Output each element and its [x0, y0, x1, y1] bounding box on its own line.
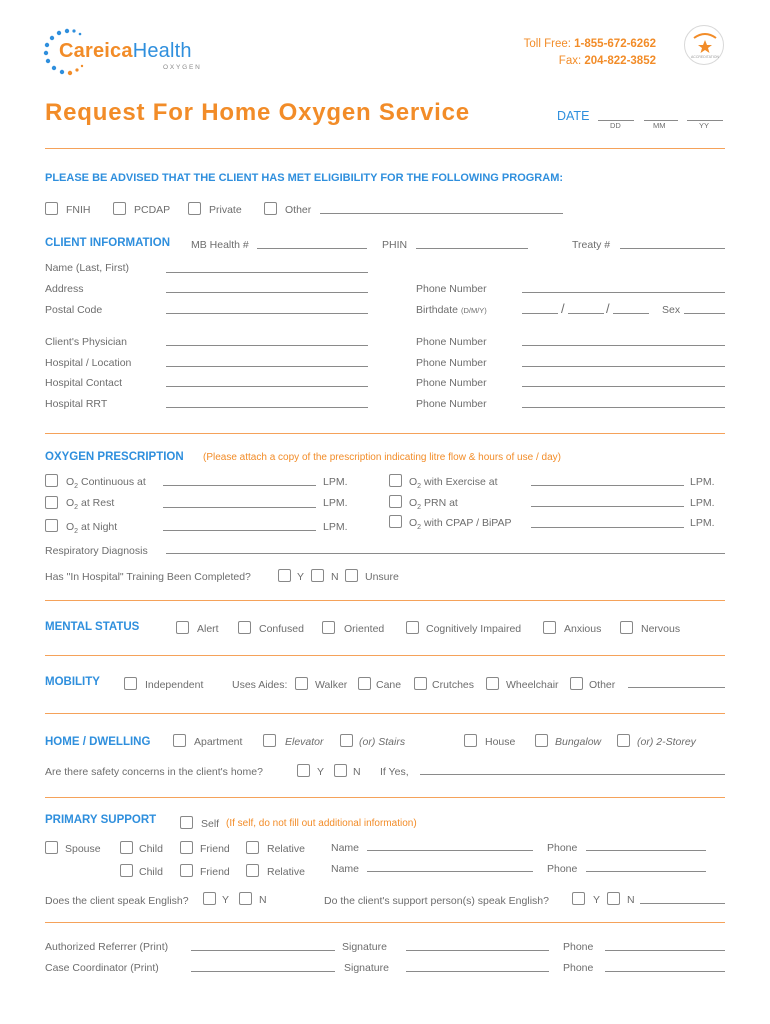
toll-free-number: 1-855-672-6262 — [574, 38, 656, 50]
address-field[interactable] — [166, 292, 368, 293]
o2-continuous-label: $O_2$ Continuous at — [66, 476, 146, 491]
support-spouse-checkbox[interactable] — [45, 841, 58, 854]
hospital-rrt-phone-field[interactable] — [522, 407, 725, 408]
divider — [45, 797, 725, 798]
client-info-heading: CLIENT INFORMATION — [45, 237, 170, 249]
coordinator-label: Case Coordinator (Print) — [45, 962, 159, 974]
lpm-label: LPM. — [323, 476, 348, 488]
mobility-independent-checkbox[interactable] — [124, 677, 137, 690]
support-friend-label: Friend — [200, 866, 230, 878]
divider — [45, 922, 725, 923]
divider — [45, 713, 725, 714]
client-english-no-label: N — [259, 894, 267, 906]
if-yes-label: If Yes, — [380, 766, 409, 778]
treaty-label: Treaty # — [572, 239, 611, 251]
support-english-yes-checkbox[interactable] — [572, 892, 585, 905]
support-child-checkbox[interactable] — [120, 841, 133, 854]
mobility-walker-label: Walker — [315, 679, 348, 691]
client-english-yes-label: Y — [222, 894, 230, 906]
support-phone-field[interactable] — [586, 850, 706, 851]
support-english-field[interactable] — [640, 903, 725, 904]
accreditation-badge: ACCREDITATION — [684, 25, 724, 65]
hospital-rrt-field[interactable] — [166, 407, 368, 408]
phin-label: PHIN — [382, 239, 408, 251]
home-stairs-checkbox[interactable] — [340, 734, 353, 747]
safety-label: Are there safety concerns in the client's home? — [45, 766, 263, 778]
page-title: Request For Home Oxygen Service — [45, 99, 470, 126]
support-phone-2-field[interactable] — [586, 871, 706, 872]
postal-code-field[interactable] — [166, 313, 368, 314]
o2-prn-checkbox[interactable] — [389, 495, 402, 508]
training-no-checkbox[interactable] — [311, 569, 324, 582]
address-label: Address — [45, 283, 84, 295]
hospital-contact-field[interactable] — [166, 386, 368, 387]
home-apartment-checkbox[interactable] — [173, 734, 186, 747]
support-self-checkbox[interactable] — [180, 816, 193, 829]
coordinator-signature-field[interactable] — [406, 971, 549, 972]
support-name-label: Name — [331, 842, 360, 854]
mobility-crutches-label: Crutches — [432, 679, 475, 691]
safety-no-checkbox[interactable] — [334, 764, 347, 777]
training-yes-checkbox[interactable] — [278, 569, 291, 582]
referrer-field[interactable] — [191, 950, 335, 951]
oxygen-note: (Please attach a copy of the prescription indicating litre flow & hours of use / day) — [203, 452, 561, 463]
referrer-signature-field[interactable] — [406, 950, 549, 951]
client-english-label: Does the client speak English? — [45, 895, 189, 907]
support-name-label: Name — [331, 863, 360, 875]
training-yes-label: Y — [297, 571, 305, 583]
sex-field[interactable] — [684, 313, 725, 314]
name-label: Name (Last, First) — [45, 262, 130, 274]
logo-brand: Careica — [59, 40, 133, 62]
support-child-label: Child — [139, 843, 163, 855]
physician-phone-label: Phone Number — [416, 336, 487, 348]
logo-wordmark — [59, 40, 192, 63]
lpm-label: LPM. — [690, 497, 715, 509]
date-dd-label: DD — [610, 121, 621, 130]
support-relative-label: Relative — [267, 866, 305, 878]
hospital-contact-phone-label: Phone Number — [416, 377, 487, 389]
coordinator-signature-label: Signature — [344, 962, 389, 974]
hospital-contact-label: Hospital Contact — [45, 377, 123, 389]
mobility-other-checkbox[interactable] — [570, 677, 583, 690]
support-english-no-label: N — [627, 894, 635, 906]
support-name-field[interactable] — [367, 850, 533, 851]
date-mm-label: MM — [653, 121, 666, 130]
support-relative-2-checkbox[interactable] — [246, 864, 259, 877]
referrer-label: Authorized Referrer (Print) — [45, 941, 169, 953]
home-two-storey-label: (or) 2-Storey — [637, 736, 696, 748]
o2-exercise-field[interactable] — [531, 485, 684, 486]
o2-exercise-checkbox[interactable] — [389, 474, 402, 487]
support-english-yes-label: Y — [593, 894, 601, 906]
hospital-location-field[interactable] — [166, 366, 368, 367]
program-private-checkbox[interactable] — [188, 202, 201, 215]
client-english-no-checkbox[interactable] — [239, 892, 252, 905]
safety-details-field[interactable] — [420, 774, 725, 775]
phin-field[interactable] — [416, 248, 528, 249]
mental-cognitive-label: Cognitively Impaired — [426, 623, 522, 635]
o2-cpap-checkbox[interactable] — [389, 515, 402, 528]
mental-alert-label: Alert — [197, 623, 219, 635]
birthdate-label: Birthdate (D/M/Y) — [416, 304, 487, 316]
mental-oriented-checkbox[interactable] — [322, 621, 335, 634]
mobility-other-label: Other — [589, 679, 616, 691]
toll-free: Toll Free: 1-855-672-6262 — [523, 38, 656, 50]
divider — [45, 148, 725, 149]
o2-cpap-label: $O_2$ with CPAP / BiPAP — [409, 517, 512, 532]
support-friend-checkbox[interactable] — [180, 841, 193, 854]
mental-confused-checkbox[interactable] — [238, 621, 251, 634]
support-english-no-checkbox[interactable] — [607, 892, 620, 905]
star-icon — [685, 26, 725, 66]
logo-sub: OXYGEN — [163, 64, 202, 71]
program-other-field[interactable] — [320, 213, 563, 214]
support-friend-2-checkbox[interactable] — [180, 864, 193, 877]
support-self-label: Self — [201, 818, 220, 830]
program-other-label: Other — [285, 204, 312, 216]
hospital-rrt-phone-label: Phone Number — [416, 398, 487, 410]
support-name-2-field[interactable] — [367, 871, 533, 872]
mobility-cane-checkbox[interactable] — [358, 677, 371, 690]
mental-status-heading: MENTAL STATUS — [45, 621, 140, 633]
hospital-rrt-label: Hospital RRT — [45, 398, 108, 410]
o2-night-checkbox[interactable] — [45, 519, 58, 532]
o2-prn-label: $O_2$ PRN at — [409, 497, 458, 512]
client-phone-field[interactable] — [522, 292, 725, 293]
mobility-crutches-checkbox[interactable] — [414, 677, 427, 690]
coordinator-phone-label: Phone — [563, 962, 594, 974]
hospital-contact-phone-field[interactable] — [522, 386, 725, 387]
safety-no-label: N — [353, 766, 361, 778]
mental-anxious-label: Anxious — [564, 623, 602, 635]
home-heading: HOME / DWELLING — [45, 736, 151, 748]
physician-label: Client's Physician — [45, 336, 127, 348]
support-self-note: (If self, do not fill out additional information) — [226, 818, 417, 829]
home-two-storey-checkbox[interactable] — [617, 734, 630, 747]
divider — [45, 600, 725, 601]
home-elevator-checkbox[interactable] — [263, 734, 276, 747]
mobility-cane-label: Cane — [376, 679, 402, 691]
training-unsure-label: Unsure — [365, 571, 399, 583]
o2-rest-checkbox[interactable] — [45, 496, 58, 509]
mobility-independent-label: Independent — [145, 679, 204, 691]
referrer-phone-label: Phone — [563, 941, 594, 953]
program-heading: PLEASE BE ADVISED THAT THE CLIENT HAS MET ELIGIBILITY FOR THE FOLLOWING PROGRAM: — [45, 172, 564, 184]
mobility-wheelchair-label: Wheelchair — [506, 679, 559, 691]
mental-nervous-checkbox[interactable] — [620, 621, 633, 634]
support-phone-label: Phone — [547, 842, 578, 854]
lpm-label: LPM. — [690, 476, 715, 488]
home-house-label: House — [485, 736, 516, 748]
program-pcdap-label: PCDAP — [134, 204, 171, 216]
support-relative-label: Relative — [267, 843, 305, 855]
lpm-label: LPM. — [323, 497, 348, 509]
o2-exercise-label: $O_2$ with Exercise at — [409, 476, 498, 491]
training-unsure-checkbox[interactable] — [345, 569, 358, 582]
program-private-label: Private — [209, 204, 242, 216]
coordinator-phone-field[interactable] — [605, 971, 725, 972]
support-child-2-checkbox[interactable] — [120, 864, 133, 877]
training-no-label: N — [331, 571, 339, 583]
safety-yes-label: Y — [317, 766, 325, 778]
home-apartment-label: Apartment — [194, 736, 243, 748]
support-relative-checkbox[interactable] — [246, 841, 259, 854]
postal-code-label: Postal Code — [45, 304, 103, 316]
program-fnih-checkbox[interactable] — [45, 202, 58, 215]
referrer-phone-field[interactable] — [605, 950, 725, 951]
mental-cognitive-checkbox[interactable] — [406, 621, 419, 634]
support-friend-label: Friend — [200, 843, 230, 855]
o2-prn-field[interactable] — [531, 506, 684, 507]
home-bungalow-label: Bungalow — [555, 736, 602, 748]
support-english-label: Do the client's support person(s) speak English? — [324, 895, 549, 907]
support-heading: PRIMARY SUPPORT — [45, 814, 157, 826]
safety-yes-checkbox[interactable] — [297, 764, 310, 777]
home-bungalow-checkbox[interactable] — [535, 734, 548, 747]
o2-night-label: $O_2$ at Night — [66, 521, 118, 536]
birthdate-year-field[interactable] — [613, 313, 649, 314]
mental-oriented-label: Oriented — [344, 623, 385, 635]
o2-night-field[interactable] — [163, 530, 316, 531]
o2-rest-label: $O_2$ at Rest — [66, 497, 115, 512]
mobility-wheelchair-checkbox[interactable] — [486, 677, 499, 690]
fax-number: 204-822-3852 — [584, 55, 656, 67]
lpm-label: LPM. — [323, 521, 348, 533]
divider — [45, 655, 725, 656]
home-stairs-label: (or) Stairs — [359, 736, 406, 748]
lpm-label: LPM. — [690, 517, 715, 529]
sex-label: Sex — [662, 304, 681, 316]
program-fnih-label: FNIH — [66, 204, 91, 216]
logo-health: Health — [132, 40, 192, 62]
hospital-location-phone-label: Phone Number — [416, 357, 487, 369]
mental-anxious-checkbox[interactable] — [543, 621, 556, 634]
referrer-signature-label: Signature — [342, 941, 387, 953]
program-pcdap-checkbox[interactable] — [113, 202, 126, 215]
program-other-checkbox[interactable] — [264, 202, 277, 215]
home-house-checkbox[interactable] — [464, 734, 477, 747]
o2-continuous-field[interactable] — [163, 485, 316, 486]
mental-nervous-label: Nervous — [641, 623, 681, 635]
coordinator-field[interactable] — [191, 971, 335, 972]
birthdate-month-field[interactable] — [568, 313, 604, 314]
home-elevator-label: Elevator — [285, 736, 324, 748]
o2-cpap-field[interactable] — [531, 527, 684, 528]
mental-confused-label: Confused — [259, 623, 304, 635]
support-phone-label: Phone — [547, 863, 578, 875]
mb-health-label: MB Health # — [191, 239, 249, 251]
o2-continuous-checkbox[interactable] — [45, 474, 58, 487]
fax: Fax: 204-822-3852 — [558, 55, 656, 67]
mobility-walker-checkbox[interactable] — [295, 677, 308, 690]
name-field[interactable] — [166, 272, 368, 273]
client-english-yes-checkbox[interactable] — [203, 892, 216, 905]
divider — [45, 433, 725, 434]
training-label: Has "In Hospital" Training Been Completed? — [45, 571, 251, 583]
birthdate-day-field[interactable] — [522, 313, 558, 314]
physician-field[interactable] — [166, 345, 368, 346]
date-label: DATE — [557, 109, 590, 123]
support-child-label: Child — [139, 866, 163, 878]
mobility-other-field[interactable] — [628, 687, 725, 688]
physician-phone-field[interactable] — [522, 345, 725, 346]
treaty-field[interactable] — [620, 248, 725, 249]
diagnosis-label: Respiratory Diagnosis — [45, 545, 148, 557]
mb-health-field[interactable] — [257, 248, 367, 249]
mobility-heading: MOBILITY — [45, 676, 100, 688]
mental-alert-checkbox[interactable] — [176, 621, 189, 634]
hospital-location-label: Hospital / Location — [45, 357, 132, 369]
diagnosis-field[interactable] — [166, 553, 725, 554]
o2-rest-field[interactable] — [163, 507, 316, 508]
date-yy-label: YY — [699, 121, 710, 130]
oxygen-heading: OXYGEN PRESCRIPTION — [45, 451, 184, 463]
support-spouse-label: Spouse — [65, 843, 101, 855]
client-phone-label: Phone Number — [416, 283, 487, 295]
hospital-location-phone-field[interactable] — [522, 366, 725, 367]
mobility-aides-label: Uses Aides: — [232, 679, 288, 691]
